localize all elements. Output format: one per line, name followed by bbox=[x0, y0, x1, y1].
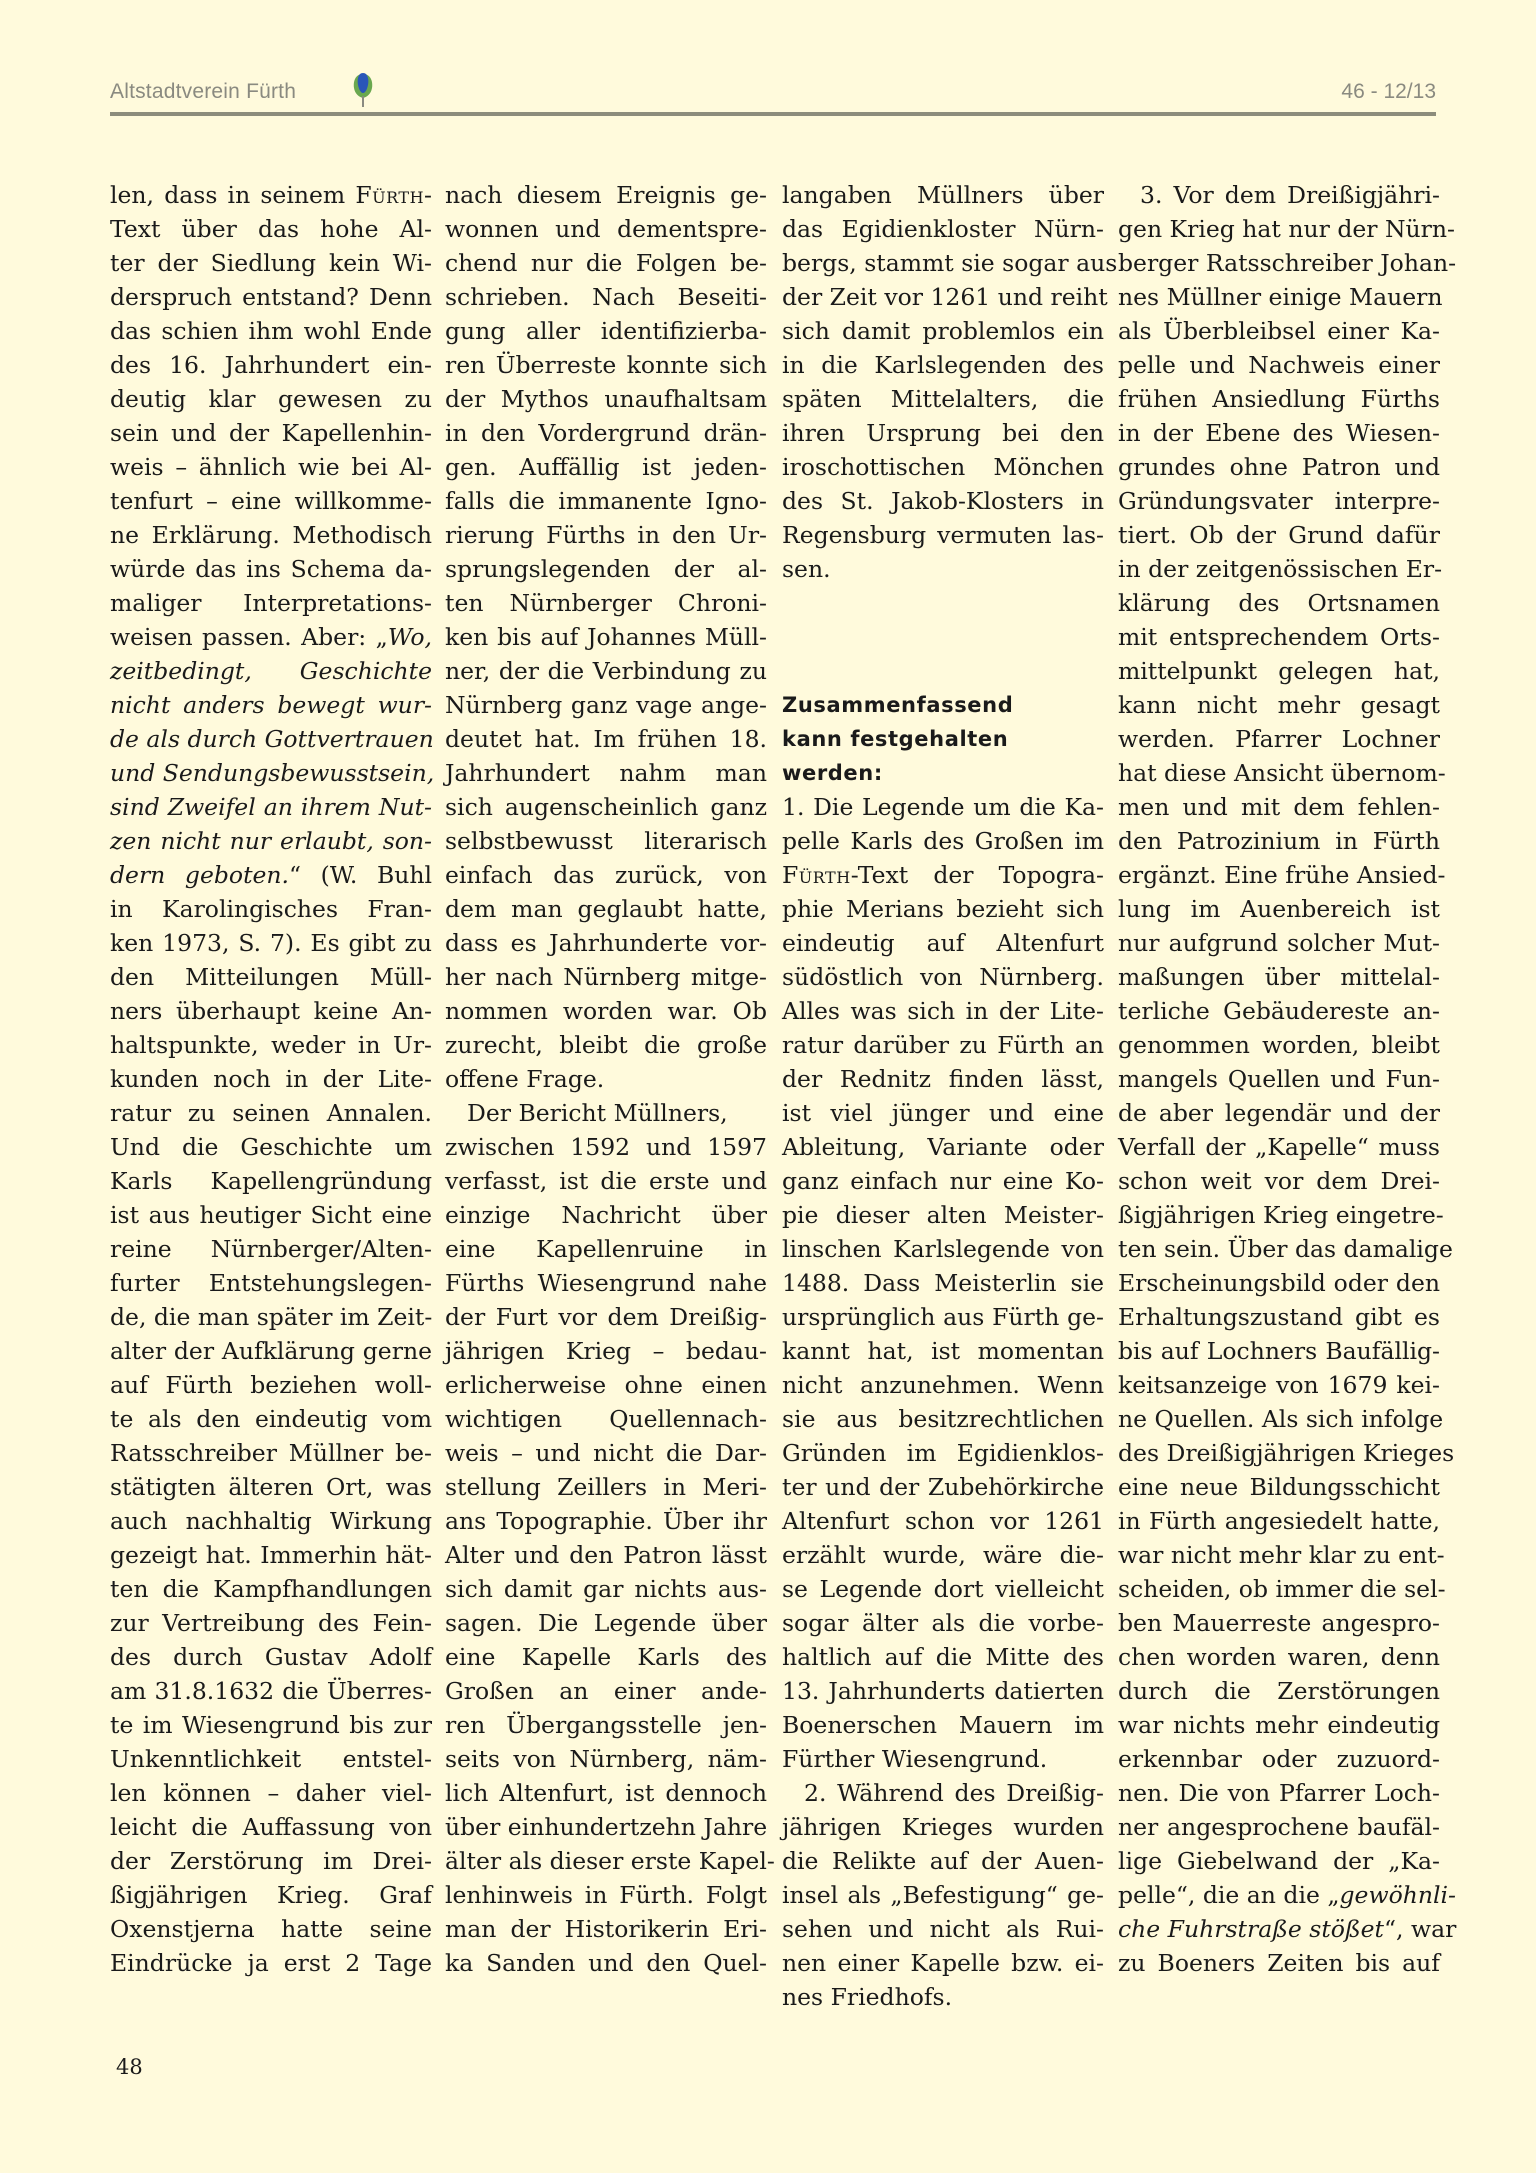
section-heading-line: kann festgehalten bbox=[782, 727, 1009, 751]
text-line: kunden noch in der Lite- bbox=[110, 1065, 432, 1093]
text-line: scheiden, ob immer die sel- bbox=[1118, 1575, 1446, 1603]
text-line: gen Krieg hat nur der Nürn- bbox=[1118, 215, 1455, 243]
text-line: tenfurt – eine willkomme- bbox=[110, 487, 432, 515]
text-line: in der zeitgenössischen Er- bbox=[1118, 555, 1443, 583]
text-line: sind Zweifel an ihrem Nut- bbox=[110, 793, 432, 821]
text-line: in Fürth angesiedelt hatte, bbox=[1118, 1507, 1440, 1535]
text-line: Verfall der „Kapelle“ muss bbox=[1118, 1133, 1440, 1161]
text-line: te im Wiesengrund bis zur bbox=[110, 1711, 432, 1739]
text-line: len können – daher viel- bbox=[110, 1779, 432, 1807]
blank-line bbox=[782, 620, 1104, 654]
text-line: Eindrücke ja erst 2 Tage bbox=[110, 1949, 432, 1977]
text-line: ten sein. Über das damalige bbox=[1118, 1235, 1453, 1263]
text-line: nach diesem Ereignis ge- bbox=[445, 181, 767, 209]
text-line: Unkenntlichkeit entstel- bbox=[110, 1745, 432, 1773]
text-line: das schien ihm wohl Ende bbox=[110, 317, 432, 345]
text-line: Oxenstjerna hatte seine bbox=[110, 1915, 432, 1943]
text-line: jährigen Krieges wurden bbox=[782, 1813, 1104, 1841]
italic-quote-text: dern geboten. bbox=[110, 861, 290, 889]
text-line: eine neue Bildungsschicht bbox=[1118, 1473, 1440, 1501]
text-line: nen. Die von Pfarrer Loch- bbox=[1118, 1779, 1440, 1807]
text-line: war nichts mehr eindeutig bbox=[1118, 1711, 1440, 1739]
text-line: de als durch Gottvertrauen bbox=[110, 725, 434, 753]
text-line: Gründungsvater interpre- bbox=[1118, 487, 1440, 515]
text-line: ren Übergangsstelle jen- bbox=[445, 1711, 767, 1739]
text-column-1 bbox=[110, 178, 435, 1980]
text-line: men und mit dem fehlen- bbox=[1118, 793, 1440, 821]
text-line: Fürther Wiesengrund. bbox=[782, 1745, 1048, 1773]
text-line: deutig klar gewesen zu bbox=[110, 385, 432, 413]
text-line: das Egidienkloster Nürn- bbox=[782, 215, 1104, 243]
text-line: sen. bbox=[782, 555, 831, 583]
text-line: 3. Vor dem Dreißigjähri- bbox=[1140, 181, 1440, 209]
text-line: weisen passen. Aber: „Wo, bbox=[110, 623, 432, 651]
text-line: chen worden waren, denn bbox=[1118, 1643, 1440, 1671]
text-line: stellung Zeillers in Meri- bbox=[445, 1473, 767, 1501]
text-line: che Fuhrstraße stößet“, war bbox=[1118, 1915, 1457, 1943]
text-line: in Karolingisches Fran- bbox=[110, 895, 432, 923]
text-line: mittelpunkt gelegen hat, bbox=[1118, 657, 1440, 685]
text-line: pelle und Nachweis einer bbox=[1118, 351, 1440, 379]
text-line: offene Frage. bbox=[445, 1065, 605, 1093]
text-line: nen einer Kapelle bzw. ei- bbox=[782, 1949, 1104, 1977]
text-line: 1. Die Legende um die Ka- bbox=[782, 793, 1104, 821]
text-line: ners überhaupt keine An- bbox=[110, 997, 432, 1025]
text-line: Jahrhundert nahm man bbox=[445, 759, 767, 787]
text-line: 2. Während des Dreißig- bbox=[804, 1779, 1104, 1807]
small-caps-text: Fürth bbox=[782, 861, 851, 889]
text-line: einfach das zurück, von bbox=[445, 861, 767, 889]
text-line: ter der Siedlung kein Wi- bbox=[110, 249, 432, 277]
text-line: sie aus besitzrechtlichen bbox=[782, 1405, 1104, 1433]
text-line: iroschottischen Mönchen bbox=[782, 453, 1104, 481]
text-line: dem man geglaubt hatte, bbox=[445, 895, 767, 923]
publisher-name: Altstadtverein Fürth bbox=[110, 80, 297, 103]
text-line: des Dreißigjährigen Krieges bbox=[1118, 1439, 1455, 1467]
text-line: lung im Auenbereich ist bbox=[1118, 895, 1440, 923]
text-line: te als den eindeutig vom bbox=[110, 1405, 432, 1433]
text-line: pelle“, die an die „gewöhnli- bbox=[1118, 1881, 1456, 1909]
text-line: ken 1973, S. 7). Es gibt zu bbox=[110, 929, 432, 957]
text-line: südöstlich von Nürnberg. bbox=[782, 963, 1104, 991]
text-line: der Furt vor dem Dreißig- bbox=[445, 1303, 767, 1331]
text-line: sein und der Kapellenhin- bbox=[110, 419, 432, 447]
text-line: stätigten älteren Ort, was bbox=[110, 1473, 432, 1501]
text-line: Nürnberg ganz vage ange- bbox=[445, 691, 767, 719]
text-line: ratur zu seinen Annalen. bbox=[110, 1099, 432, 1127]
text-line: insel als „Befestigung“ ge- bbox=[782, 1881, 1104, 1909]
text-line: über einhundertzehn Jahre bbox=[445, 1813, 768, 1841]
text-line: am 31.8.1632 die Überres- bbox=[110, 1677, 432, 1705]
text-line: zen nicht nur erlaubt, son- bbox=[110, 827, 432, 855]
text-line: schrieben. Nach Beseiti- bbox=[445, 283, 767, 311]
text-line: Boenerschen Mauern im bbox=[782, 1711, 1104, 1739]
text-line: pelle Karls des Großen im bbox=[782, 827, 1104, 855]
text-line: sich damit gar nichts aus- bbox=[445, 1575, 767, 1603]
text-line: wonnen und dementspre- bbox=[445, 215, 767, 243]
text-line: phie Merians bezieht sich bbox=[782, 895, 1104, 923]
text-line: späten Mittelalters, die bbox=[782, 385, 1104, 413]
text-line: Erscheinungsbild oder den bbox=[1118, 1269, 1440, 1297]
text-line: furter Entstehungslegen- bbox=[110, 1269, 432, 1297]
text-line: seits von Nürnberg, näm- bbox=[445, 1745, 767, 1773]
text-line: ihren Ursprung bei den bbox=[782, 419, 1104, 447]
blank-line bbox=[782, 654, 1104, 688]
text-line: ka Sanden und den Quel- bbox=[445, 1949, 767, 1977]
text-line: lich Altenfurt, ist dennoch bbox=[445, 1779, 767, 1807]
text-line: zu Boeners Zeiten bis auf bbox=[1118, 1949, 1440, 1977]
text-line: ans Topographie. Über ihr bbox=[445, 1507, 767, 1535]
text-line: Alles was sich in der Lite- bbox=[782, 997, 1104, 1025]
text-line: eindeutig auf Altenfurt bbox=[782, 929, 1104, 957]
text-line: hat diese Ansicht übernom- bbox=[1118, 759, 1446, 787]
text-line: kann nicht mehr gesagt bbox=[1118, 691, 1440, 719]
text-line: lenhinweis in Fürth. Folgt bbox=[445, 1881, 767, 1909]
text-line: mit entsprechendem Orts- bbox=[1118, 623, 1440, 651]
text-line: in den Vordergrund drän- bbox=[445, 419, 767, 447]
text-line: in der Ebene des Wiesen- bbox=[1118, 419, 1440, 447]
blank-line bbox=[782, 586, 1104, 620]
text-line: nicht anders bewegt wur- bbox=[110, 691, 432, 719]
text-line: sich damit problemlos ein bbox=[782, 317, 1104, 345]
text-line: ne Erklärung. Methodisch bbox=[110, 521, 432, 549]
text-line: den Patrozinium in Fürth bbox=[1118, 827, 1440, 855]
text-line: haltlich auf die Mitte des bbox=[782, 1643, 1104, 1671]
section-heading-line: Zusammenfassend bbox=[782, 693, 1014, 717]
text-line: erkennbar oder zuzuord- bbox=[1118, 1745, 1440, 1773]
text-line: erlicherweise ohne einen bbox=[445, 1371, 767, 1399]
text-line: sprungslegenden der al- bbox=[445, 555, 767, 583]
text-line: würde das ins Schema da- bbox=[110, 555, 432, 583]
text-line: jährigen Krieg – bedau- bbox=[445, 1337, 767, 1365]
text-line: zwischen 1592 und 1597 bbox=[445, 1133, 767, 1161]
italic-quote-text: Wo, bbox=[387, 623, 432, 651]
issue-number: 46 - 12/13 bbox=[1341, 80, 1436, 103]
text-line: rierung Fürths in den Ur- bbox=[445, 521, 767, 549]
text-line: de, die man später im Zeit- bbox=[110, 1303, 433, 1331]
text-line: auch nachhaltig Wirkung bbox=[110, 1507, 432, 1535]
section-heading-line: werden: bbox=[782, 761, 883, 785]
text-line: Regensburg vermuten las- bbox=[782, 521, 1104, 549]
text-line: maliger Interpretations- bbox=[110, 589, 432, 617]
text-line: der Zeit vor 1261 und reiht bbox=[782, 283, 1108, 311]
text-line: linschen Karlslegende von bbox=[782, 1235, 1104, 1263]
text-line: ßigjährigen Krieg eingetre- bbox=[1118, 1201, 1444, 1229]
text-line: Der Bericht Müllners, bbox=[467, 1099, 728, 1127]
text-line: als Überbleibsel einer Ka- bbox=[1118, 317, 1440, 345]
text-line: des durch Gustav Adolf bbox=[110, 1643, 432, 1671]
italic-quote-text: gewöhnli- bbox=[1339, 1881, 1456, 1909]
text-line: verfasst, ist die erste und bbox=[445, 1167, 767, 1195]
text-line: her nach Nürnberg mitge- bbox=[445, 963, 767, 991]
text-line: zurecht, bleibt die große bbox=[445, 1031, 767, 1059]
text-line: zeitbedingt, Geschichte bbox=[110, 657, 432, 685]
text-line: auf Fürth beziehen woll- bbox=[110, 1371, 432, 1399]
text-line: Karls Kapellengründung bbox=[110, 1167, 432, 1195]
text-line: Fürth-Text der Topogra- bbox=[782, 861, 1104, 889]
text-line: ist aus heutiger Sicht eine bbox=[110, 1201, 432, 1229]
text-line: 13. Jahrhunderts datierten bbox=[782, 1677, 1104, 1705]
text-line: de aber legendär und der bbox=[1118, 1099, 1440, 1127]
text-line: ken bis auf Johannes Müll- bbox=[445, 623, 767, 651]
text-line: ten Nürnberger Chroni- bbox=[445, 589, 767, 617]
text-line: dass es Jahrhunderte vor- bbox=[445, 929, 767, 957]
text-line: sehen und nicht als Rui- bbox=[782, 1915, 1104, 1943]
text-line: ten die Kampfhandlungen bbox=[110, 1575, 432, 1603]
text-line: Alter und den Patron lässt bbox=[445, 1541, 767, 1569]
text-line: schon weit vor dem Drei- bbox=[1118, 1167, 1440, 1195]
text-line: haltspunkte, weder in Ur- bbox=[110, 1031, 432, 1059]
text-line: sogar älter als die vorbe- bbox=[782, 1609, 1104, 1637]
text-line: deutet hat. Im frühen 18. bbox=[445, 725, 767, 753]
text-line: ganz einfach nur eine Ko- bbox=[782, 1167, 1104, 1195]
text-line: ben Mauerreste angespro- bbox=[1118, 1609, 1440, 1637]
text-column-3 bbox=[782, 178, 1118, 2014]
text-line: der Mythos unaufhaltsam bbox=[445, 385, 767, 413]
text-line: genommen worden, bleibt bbox=[1118, 1031, 1440, 1059]
text-line: berger Ratsschreiber Johan- bbox=[1118, 249, 1457, 277]
text-line: man der Historikerin Eri- bbox=[445, 1915, 767, 1943]
tree-logo-icon bbox=[350, 72, 376, 108]
header-rule bbox=[110, 112, 1436, 116]
text-line: ist viel jünger und eine bbox=[782, 1099, 1104, 1127]
text-line: nes Friedhofs. bbox=[782, 1983, 953, 2011]
running-header bbox=[110, 72, 1436, 112]
text-column-2 bbox=[445, 178, 775, 1980]
text-line: die Relikte auf der Auen- bbox=[782, 1847, 1104, 1875]
text-line: Fürths Wiesengrund nahe bbox=[445, 1269, 767, 1297]
text-line: ratur darüber zu Fürth an bbox=[782, 1031, 1104, 1059]
text-line: lige Giebelwand der „Ka- bbox=[1118, 1847, 1440, 1875]
text-line: ne Quellen. Als sich infolge bbox=[1118, 1405, 1444, 1433]
text-line: ner, der die Verbindung zu bbox=[445, 657, 767, 685]
text-line: falls die immanente Igno- bbox=[445, 487, 767, 515]
text-line: chend nur die Folgen be- bbox=[445, 249, 767, 277]
text-line: der Rednitz finden lässt, bbox=[782, 1065, 1104, 1093]
text-line: der Zerstörung im Drei- bbox=[110, 1847, 432, 1875]
text-line: grundes ohne Patron und bbox=[1118, 453, 1440, 481]
text-line: reine Nürnberger/Alten- bbox=[110, 1235, 432, 1263]
text-line: ergänzt. Eine frühe Ansied- bbox=[1118, 861, 1446, 889]
text-line: terliche Gebäudereste an- bbox=[1118, 997, 1440, 1025]
text-line: nicht anzunehmen. Wenn bbox=[782, 1371, 1104, 1399]
text-line: kannt hat, ist momentan bbox=[782, 1337, 1104, 1365]
text-line: sich augenscheinlich ganz bbox=[445, 793, 767, 821]
text-line: weis – ähnlich wie bei Al- bbox=[110, 453, 432, 481]
text-line: gung aller identifizierba- bbox=[445, 317, 767, 345]
text-line: in die Karlslegenden des bbox=[782, 351, 1104, 379]
text-line: wichtigen Quellennach- bbox=[445, 1405, 767, 1433]
text-line: ter und der Zubehörkirche bbox=[782, 1473, 1104, 1501]
text-line: ursprünglich aus Fürth ge- bbox=[782, 1303, 1104, 1331]
text-line: einzige Nachricht über bbox=[445, 1201, 767, 1229]
text-line: tiert. Ob der Grund dafür bbox=[1118, 521, 1440, 549]
text-line: frühen Ansiedlung Fürths bbox=[1118, 385, 1440, 413]
text-line: weis – und nicht die Dar- bbox=[445, 1439, 767, 1467]
text-line: Erhaltungszustand gibt es bbox=[1118, 1303, 1440, 1331]
text-line: Ratsschreiber Müllner be- bbox=[110, 1439, 432, 1467]
text-line: erzählt wurde, wäre die- bbox=[782, 1541, 1104, 1569]
text-line: nommen worden war. Ob bbox=[445, 997, 767, 1025]
text-line: zur Vertreibung des Fein- bbox=[110, 1609, 432, 1637]
text-line: klärung des Ortsnamen bbox=[1118, 589, 1440, 617]
text-line: leicht die Auffassung von bbox=[110, 1813, 432, 1841]
italic-quote-text: che Fuhrstraße stößet bbox=[1118, 1915, 1385, 1943]
text-line: werden. Pfarrer Lochner bbox=[1118, 725, 1440, 753]
text-line: nur aufgrund solcher Mut- bbox=[1118, 929, 1440, 957]
text-line: und Sendungsbewusstsein, bbox=[110, 759, 435, 787]
text-line: langaben Müllners über bbox=[782, 181, 1104, 209]
text-line: gezeigt hat. Immerhin hät- bbox=[110, 1541, 432, 1569]
text-column-4 bbox=[1118, 178, 1457, 1980]
text-line: mangels Quellen und Fun- bbox=[1118, 1065, 1440, 1093]
text-line: war nicht mehr klar zu ent- bbox=[1118, 1541, 1445, 1569]
text-line: alter der Aufklärung gerne bbox=[110, 1337, 432, 1365]
text-line: selbstbewusst literarisch bbox=[445, 827, 767, 855]
text-line: eine Kapelle Karls des bbox=[445, 1643, 767, 1671]
text-line: eine Kapellenruine in bbox=[445, 1235, 767, 1263]
text-line: sagen. Die Legende über bbox=[445, 1609, 767, 1637]
small-caps-text: Fürth bbox=[355, 181, 425, 209]
text-line: Großen an einer ande- bbox=[445, 1677, 767, 1705]
text-line: Und die Geschichte um bbox=[110, 1133, 432, 1161]
text-line: pie dieser alten Meister- bbox=[782, 1201, 1104, 1229]
text-line: bis auf Lochners Baufällig- bbox=[1118, 1337, 1440, 1365]
text-line: ner angesprochene baufäl- bbox=[1118, 1813, 1440, 1841]
text-line: des St. Jakob-Klosters in bbox=[782, 487, 1104, 515]
text-line: Text über das hohe Al- bbox=[110, 215, 432, 243]
text-line: Gründen im Egidienklos- bbox=[782, 1439, 1104, 1467]
text-line: Altenfurt schon vor 1261 bbox=[782, 1507, 1104, 1535]
text-line: ren Überreste konnte sich bbox=[445, 351, 767, 379]
text-line: älter als dieser erste Kapel- bbox=[445, 1847, 775, 1875]
text-line: nes Müllner einige Mauern bbox=[1118, 283, 1443, 311]
text-line: len, dass in seinem Fürth- bbox=[110, 181, 432, 209]
text-line: des 16. Jahrhundert ein- bbox=[110, 351, 432, 379]
text-line: ßigjährigen Krieg. Graf bbox=[110, 1881, 432, 1909]
text-line: derspruch entstand? Denn bbox=[110, 283, 432, 311]
text-line: gen. Auffällig ist jeden- bbox=[445, 453, 767, 481]
text-line: keitsanzeige von 1679 kei- bbox=[1118, 1371, 1440, 1399]
text-line: Ableitung, Variante oder bbox=[782, 1133, 1104, 1161]
text-line: durch die Zerstörungen bbox=[1118, 1677, 1440, 1705]
text-line: maßungen über mittelal- bbox=[1118, 963, 1440, 991]
text-line: bergs, stammt sie sogar aus bbox=[782, 249, 1118, 277]
text-line: dern geboten.“ (W. Buhl bbox=[110, 861, 432, 889]
page-number: 48 bbox=[116, 2055, 143, 2079]
text-line: se Legende dort vielleicht bbox=[782, 1575, 1104, 1603]
text-line: den Mitteilungen Müll- bbox=[110, 963, 432, 991]
text-line: 1488. Dass Meisterlin sie bbox=[782, 1269, 1104, 1297]
